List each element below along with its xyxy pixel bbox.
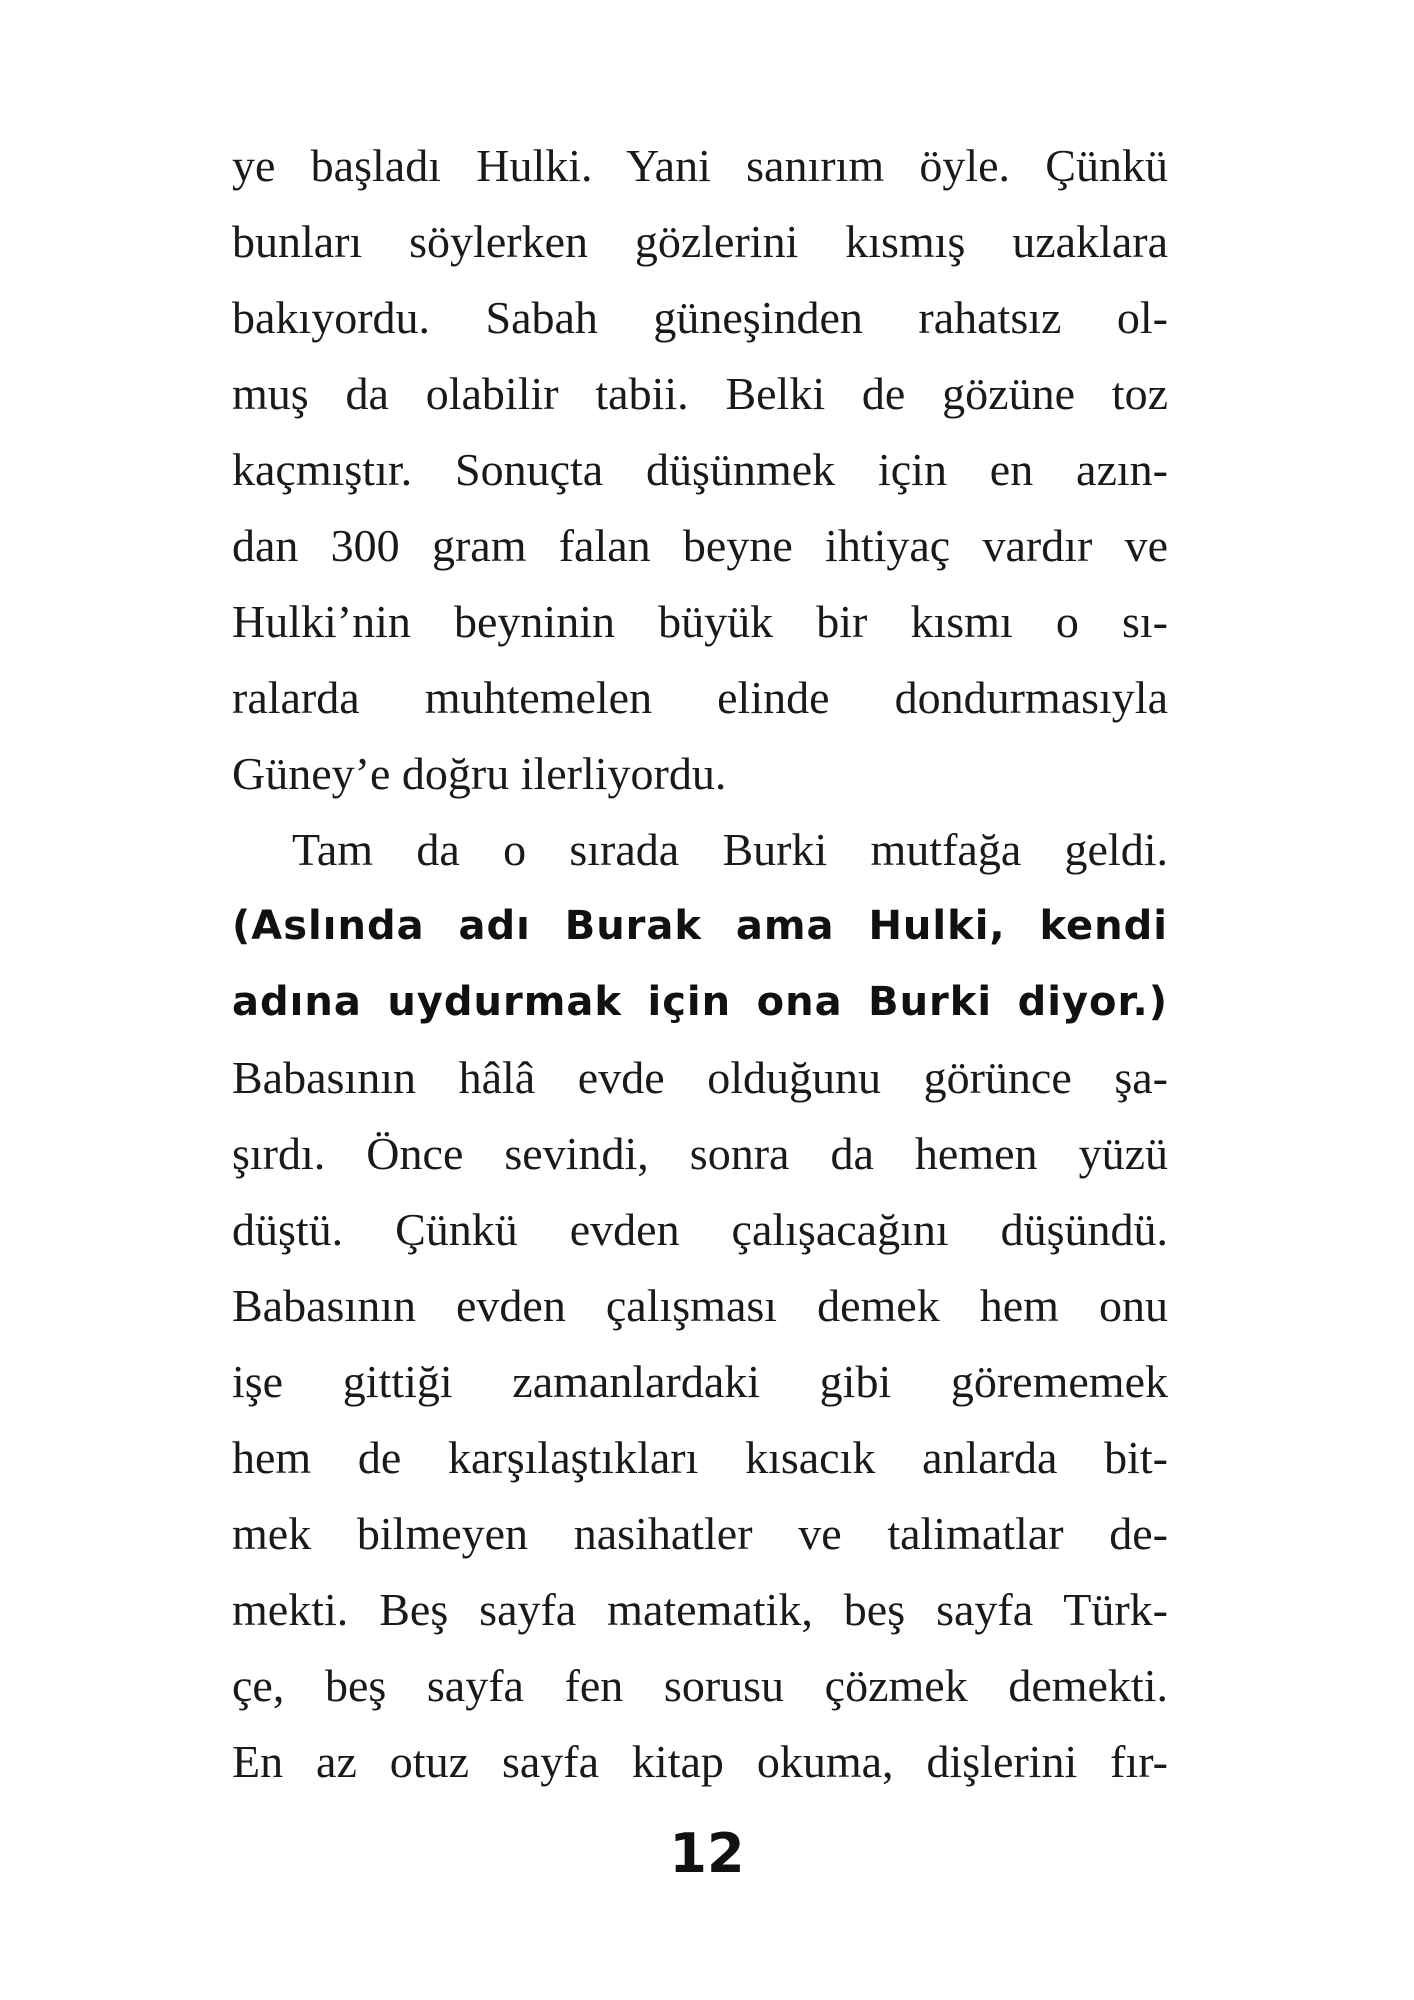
text-line: işe gittiği zamanlardaki gibi görememek (232, 1356, 1168, 1407)
text-line: ralarda muhtemelen elinde dondurmasıyla (232, 672, 1168, 723)
text-line: dan 300 gram falan beyne ihtiyaç vardır ve (232, 520, 1168, 571)
text-line: Güney’e doğru ilerliyordu. (232, 748, 727, 799)
text-line: bunları söylerken gözlerini kısmış uzaklara (232, 216, 1168, 267)
handwritten-aside-line: (Aslında adı Burak ama Hulki, kendi (232, 903, 1168, 949)
text-line: şırdı. Önce sevindi, sonra da hemen yüzü (232, 1128, 1168, 1179)
paragraph-1 (232, 128, 1168, 812)
text-line: Hulki’nin beyninin büyük bir kısmı o sı- (232, 596, 1168, 647)
text-line: bakıyordu. Sabah güneşinden rahatsız ol- (232, 292, 1168, 343)
page-text (232, 128, 1168, 1800)
text-line: En az otuz sayfa kitap okuma, dişlerini fır- (232, 1736, 1168, 1787)
text-line: düştü. Çünkü evden çalışacağını düşündü. (232, 1204, 1168, 1255)
text-line: mek bilmeyen nasihatler ve talimatlar de- (232, 1508, 1168, 1559)
text-line: kaçmıştır. Sonuçta düşünmek için en azın- (232, 444, 1168, 495)
text-line: muş da olabilir tabii. Belki de gözüne toz (232, 368, 1168, 419)
page-number: 12 (669, 1822, 745, 1885)
text-line: Babasının evden çalışması demek hem onu (232, 1280, 1168, 1331)
text-line: hem de karşılaştıkları kısacık anlarda bit- (232, 1432, 1168, 1483)
text-line: Babasının hâlâ evde olduğunu görünce şa- (232, 1052, 1168, 1103)
handwritten-aside-line: adına uydurmak için ona Burki diyor.) (232, 979, 1168, 1025)
text-line: ye başladı Hulki. Yani sanırım öyle. Çünkü (232, 140, 1168, 191)
paragraph-first-line: Tam da o sırada Burki mutfağa geldi. (292, 824, 1168, 875)
text-line: çe, beş sayfa fen sorusu çözmek demekti. (232, 1660, 1168, 1711)
text-line: mekti. Beş sayfa matematik, beş sayfa Türk- (232, 1584, 1168, 1635)
paragraph-2 (232, 812, 1168, 1800)
